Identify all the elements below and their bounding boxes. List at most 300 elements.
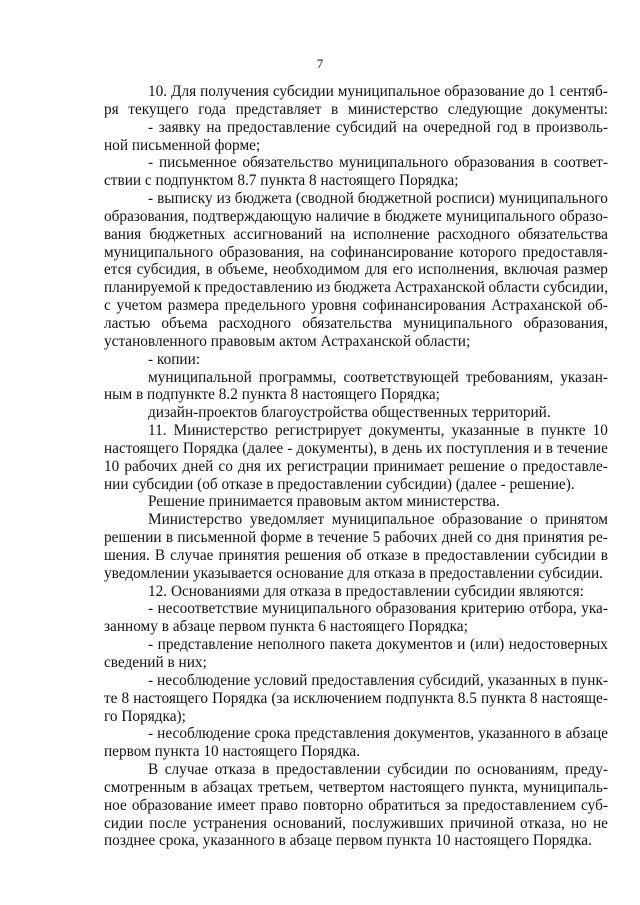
word: настоящего <box>454 832 533 850</box>
word: представления <box>294 725 391 743</box>
word: дней <box>182 457 214 475</box>
word: предоставлении <box>424 546 530 564</box>
word: (далее <box>455 475 501 493</box>
text-line <box>104 725 608 743</box>
word: абзаце <box>565 725 608 743</box>
word: в <box>135 386 148 404</box>
word: в <box>165 529 174 547</box>
word: муниципального <box>498 190 608 208</box>
word: из <box>316 279 331 297</box>
text-line <box>104 690 608 708</box>
word: но <box>570 814 587 832</box>
word: 8 <box>309 172 321 190</box>
word: ным <box>104 386 136 404</box>
word: 8 <box>121 689 130 707</box>
word: срока <box>254 725 291 743</box>
word: документы, <box>368 422 445 440</box>
word: области <box>488 279 540 297</box>
word: об- <box>587 297 608 315</box>
word: произволь- <box>535 118 608 136</box>
word: муниципального <box>104 243 214 261</box>
word: установленного <box>104 332 211 350</box>
word: письменное <box>158 154 237 172</box>
word: Астраханской <box>394 279 485 297</box>
word: принятом <box>545 511 608 529</box>
word: Порядка; <box>380 386 440 404</box>
word: В <box>154 546 166 564</box>
word: представляет <box>235 100 322 118</box>
word: - <box>148 671 154 689</box>
word: бюджета <box>234 190 292 208</box>
word: документы), <box>296 439 378 457</box>
word: В <box>148 761 159 779</box>
word: настоящего <box>320 172 400 190</box>
word: форме; <box>214 136 261 154</box>
word: расходного <box>218 314 292 332</box>
word: настоящего <box>301 386 381 404</box>
word: до <box>528 83 545 100</box>
word: субсидии <box>454 582 519 600</box>
word: учетом <box>116 297 163 315</box>
word: министерства. <box>406 493 500 511</box>
word: пункта, <box>469 778 519 796</box>
word: них; <box>178 654 207 671</box>
word: размера <box>167 297 219 315</box>
word: на <box>206 118 222 136</box>
word: необходимом <box>273 261 360 279</box>
word: на <box>309 243 325 261</box>
word: предоставлении <box>277 475 386 493</box>
word: образования, <box>523 314 608 332</box>
word: образование <box>444 83 525 100</box>
text-line <box>104 493 608 511</box>
word: образование <box>131 796 213 814</box>
word: - <box>148 350 157 368</box>
word: их <box>426 439 443 457</box>
word: письменной <box>131 136 215 154</box>
word: правовым <box>210 332 280 350</box>
text-line <box>104 797 608 815</box>
word: 8.7 <box>237 172 261 190</box>
word: уведомляет <box>249 511 325 529</box>
word: об <box>346 546 362 564</box>
word: объеме, <box>217 261 268 279</box>
word: отказа <box>214 761 256 779</box>
text-line <box>104 226 608 244</box>
word: в <box>560 671 568 689</box>
text-line <box>104 743 608 761</box>
word: (за <box>271 689 290 707</box>
word: 12. <box>148 582 171 600</box>
word: соответ- <box>553 154 608 172</box>
word: и <box>457 636 466 654</box>
word: настоящего <box>329 618 409 636</box>
word: указанные <box>451 422 520 440</box>
text-line <box>104 529 608 547</box>
word: в <box>412 546 420 564</box>
word: ное <box>104 796 127 814</box>
word: настояще- <box>541 689 608 707</box>
word: по <box>454 761 471 779</box>
word: из <box>216 190 231 208</box>
word: обязательства <box>518 225 608 243</box>
word: являются: <box>518 582 584 600</box>
word: форме <box>260 529 302 547</box>
word: в <box>278 832 290 850</box>
word: регистрации <box>286 457 369 475</box>
word: размер <box>563 261 608 279</box>
word: предоставлении <box>429 564 539 582</box>
word: исполнения, <box>418 261 499 279</box>
word: очередной <box>423 118 491 136</box>
word: муниципального <box>446 207 556 225</box>
word: причиной <box>449 814 514 832</box>
word: рабочих <box>384 529 438 547</box>
text-line <box>104 297 608 315</box>
word: о <box>529 511 538 529</box>
word: четвертом <box>318 778 385 796</box>
word: подпунктом <box>155 172 238 190</box>
word: образования, <box>104 207 189 225</box>
text-line <box>104 404 608 422</box>
text-line <box>104 244 608 262</box>
word: год <box>496 118 518 136</box>
word: софинансирования <box>362 297 486 315</box>
word: решение). <box>509 475 575 493</box>
word: для <box>364 261 388 279</box>
word: поступления <box>446 439 530 457</box>
text-line <box>104 422 608 440</box>
word: Для <box>171 83 197 100</box>
word: имеет <box>217 796 256 814</box>
text-line <box>104 190 608 208</box>
word: в <box>266 475 278 493</box>
word: предоставление <box>226 118 331 136</box>
word: письменной <box>177 529 257 547</box>
word: следующие <box>447 100 523 118</box>
word: настоящего <box>222 743 302 761</box>
word: неполного <box>257 636 326 654</box>
word: субсидии, <box>543 279 608 297</box>
text-line <box>104 618 608 636</box>
word: указан- <box>560 368 608 386</box>
word: субсидии <box>272 83 334 100</box>
text-line <box>104 547 608 565</box>
word: предельного <box>224 297 306 315</box>
word: правовым <box>296 493 366 511</box>
word: 8.5 <box>457 689 477 707</box>
word: обязательства <box>302 314 393 332</box>
word: бюджете <box>384 207 442 225</box>
word: в <box>373 207 381 225</box>
word: документов <box>376 636 453 654</box>
word: не <box>592 814 608 832</box>
word: субсидий, <box>418 671 484 689</box>
word: субсидии <box>132 475 198 493</box>
word: предоставле- <box>522 457 608 475</box>
word: срока, <box>158 832 203 850</box>
word: занному <box>104 618 162 636</box>
word: подпункта <box>385 689 454 707</box>
word: территорий. <box>471 404 551 422</box>
word: и <box>533 439 542 457</box>
word: - <box>287 439 293 457</box>
word: бюджетной <box>357 190 432 208</box>
word: со <box>218 457 233 475</box>
word: условий <box>254 671 308 689</box>
word: в <box>418 564 430 582</box>
word: для <box>263 582 290 600</box>
word: с <box>144 172 156 190</box>
word: Порядка. <box>532 832 592 850</box>
word: принимает <box>373 457 444 475</box>
word: в <box>545 439 554 457</box>
word: актом <box>279 332 321 350</box>
word: муниципального <box>339 154 449 172</box>
text-line <box>104 600 608 618</box>
word: ется <box>104 261 132 279</box>
word: вания <box>104 225 142 243</box>
word: субсидии <box>387 761 449 779</box>
word: позднее <box>104 832 159 850</box>
word: министерство <box>347 100 439 118</box>
word: муниципального <box>403 314 513 332</box>
word: общественных <box>371 404 472 422</box>
word: исполнение <box>353 225 430 243</box>
word: шения. <box>104 546 150 564</box>
word: 1 <box>547 83 556 100</box>
word: абзаце <box>289 832 336 850</box>
word: рабочих <box>124 457 178 475</box>
word: в <box>306 529 314 547</box>
word: смотренным <box>104 778 186 796</box>
word: 5 <box>372 529 381 547</box>
word: указанного <box>478 725 551 743</box>
word: актом <box>365 493 407 511</box>
word: настоящего <box>133 689 209 707</box>
word: отказе <box>366 546 408 564</box>
word: в <box>600 546 608 564</box>
word: заявку <box>158 118 201 136</box>
text-line <box>104 137 608 155</box>
word: пакета <box>329 636 373 654</box>
word: Порядка); <box>121 707 186 725</box>
word: включая <box>503 261 559 279</box>
word: первом <box>219 618 270 636</box>
word: копии: <box>156 350 201 368</box>
word: Основаниями <box>170 582 264 600</box>
word: Порядка <box>182 439 239 457</box>
word: бюджета <box>333 279 391 297</box>
word: пункта <box>480 689 526 707</box>
text-line <box>104 583 608 601</box>
word: предоставлении <box>345 582 455 600</box>
word: 6 <box>318 618 330 636</box>
word: 10. <box>148 83 168 100</box>
text-line <box>104 636 608 654</box>
word: муниципальное <box>331 511 435 529</box>
word: области; <box>414 332 471 350</box>
word: в <box>554 725 562 743</box>
text-line <box>104 154 608 172</box>
word: дизайн-проектов <box>148 404 262 422</box>
word: пункта <box>260 172 310 190</box>
word: соответствующей <box>343 368 459 386</box>
word: уведомлении <box>104 564 193 582</box>
word: (об <box>197 475 222 493</box>
word: повторно <box>302 796 364 814</box>
word: расходного <box>437 225 511 243</box>
word: муниципальное <box>337 83 441 100</box>
word: отказа, <box>520 814 565 832</box>
word: сентяб- <box>559 83 608 100</box>
word: его <box>392 261 413 279</box>
word: к <box>193 279 202 297</box>
word: образования <box>454 154 535 172</box>
word: после <box>149 814 187 832</box>
document-body <box>104 83 608 850</box>
word: указанных <box>487 671 557 689</box>
word: росписи) <box>435 190 495 208</box>
word: в <box>540 154 548 172</box>
word: образования <box>375 600 457 618</box>
text-line <box>104 476 608 494</box>
word: пункта <box>154 743 204 761</box>
word: о <box>509 457 518 475</box>
word: субсидии <box>534 546 596 564</box>
word: дня <box>237 457 261 475</box>
word: дней <box>441 529 473 547</box>
word: ре- <box>588 529 608 547</box>
text-line <box>104 511 608 529</box>
word: 8 <box>529 689 538 707</box>
word: Астраханской <box>320 332 415 350</box>
word: программы, <box>258 368 337 386</box>
word: решения <box>284 546 342 564</box>
word: регистрирует <box>275 422 362 440</box>
word: подпункте <box>147 386 219 404</box>
word: решение <box>448 457 505 475</box>
word: го <box>104 707 122 725</box>
text-line <box>104 172 608 190</box>
word: Порядка. <box>301 743 361 761</box>
word: отказа <box>289 582 335 600</box>
word: на <box>330 225 346 243</box>
word: послуживших <box>352 814 444 832</box>
word: - <box>148 636 154 654</box>
word: образование <box>441 511 523 529</box>
text-line <box>104 279 608 297</box>
word: в <box>262 761 270 779</box>
word: выписку <box>157 190 213 208</box>
text-line <box>104 333 608 351</box>
word: софинансирование <box>330 243 454 261</box>
word: пункта <box>269 618 319 636</box>
word: принятия <box>218 546 280 564</box>
word: - <box>148 725 154 743</box>
word: - <box>500 475 510 493</box>
word: решении <box>104 529 162 547</box>
word: настоящего <box>389 778 465 796</box>
word: в <box>167 654 179 671</box>
word: ассигнований <box>233 225 323 243</box>
word: 8.2 <box>218 386 242 404</box>
word: абзацах <box>202 778 253 796</box>
word: - <box>148 118 154 136</box>
text-line <box>104 315 608 333</box>
word: отбора, <box>529 600 577 618</box>
word: ластью <box>104 314 151 332</box>
word: пункта <box>241 386 291 404</box>
text-line <box>104 761 608 779</box>
word: муниципальной <box>148 368 252 386</box>
word: право <box>260 796 298 814</box>
word: указанного <box>202 832 279 850</box>
word: уровня <box>311 297 357 315</box>
word: ствии <box>104 172 145 190</box>
word: принятия <box>522 529 585 547</box>
word: подтверждающую <box>192 207 312 225</box>
word: документов, <box>394 725 475 743</box>
word: предоставлением <box>463 796 576 814</box>
word: 8 <box>290 386 302 404</box>
text-line <box>104 208 608 226</box>
word: которого <box>459 243 517 261</box>
word: первом <box>104 743 155 761</box>
word: за <box>445 796 458 814</box>
text-line <box>104 119 608 137</box>
word: принимается <box>208 493 297 511</box>
word: Министерство <box>173 422 268 440</box>
word: Астраханской <box>491 297 582 315</box>
word: в <box>161 618 173 636</box>
word: преду- <box>565 761 608 779</box>
text-line <box>104 386 608 404</box>
text-line <box>104 369 608 387</box>
word: субсидии) <box>385 475 456 493</box>
text-line <box>104 261 608 279</box>
word: на <box>402 118 418 136</box>
word: отказа <box>373 564 419 582</box>
word: пункте <box>540 422 586 440</box>
word: недостоверных <box>508 636 608 654</box>
word: исключением <box>293 689 382 707</box>
word: со <box>476 529 492 547</box>
word: объема <box>161 314 208 332</box>
word: критерию <box>460 600 525 618</box>
word: Порядка; <box>399 172 459 190</box>
word: представление <box>157 636 253 654</box>
word: - <box>148 190 154 208</box>
text-line <box>104 815 608 833</box>
word: нии <box>104 475 133 493</box>
word: 10 <box>592 422 608 440</box>
word: течение <box>557 439 608 457</box>
word: пунк- <box>571 671 608 689</box>
word: года <box>198 100 226 118</box>
word: несоблюдение <box>157 671 251 689</box>
text-line <box>104 440 608 458</box>
word: 11. <box>148 422 167 440</box>
word: в <box>523 118 531 136</box>
word: ука- <box>581 600 608 618</box>
word: требованиям, <box>465 368 554 386</box>
word: субсидий <box>335 118 397 136</box>
word: в <box>526 422 534 440</box>
text-line <box>104 779 608 797</box>
word: те <box>104 689 118 707</box>
word: обязательство <box>242 154 334 172</box>
